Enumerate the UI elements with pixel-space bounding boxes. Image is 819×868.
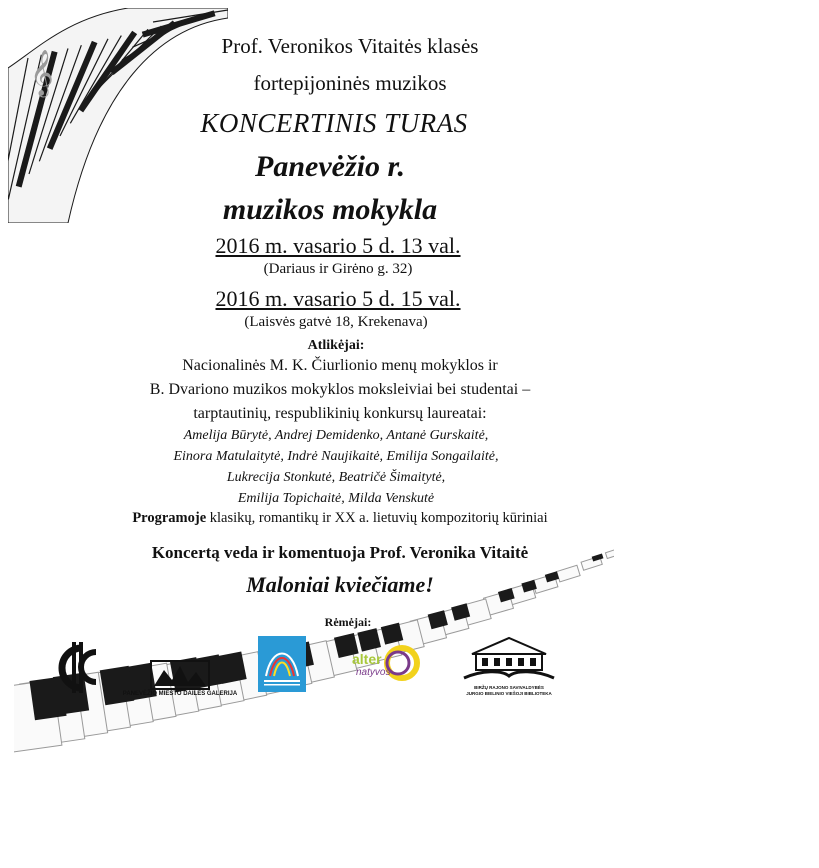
intro-line-2: fortepijoninės muzikos: [253, 71, 447, 95]
music-school-logo: [258, 636, 306, 692]
concert-address-2: (Laisvės gatvė 18, Krekenava): [244, 314, 428, 330]
performers-line-3: tarptautinių, respublikinių konkursų laureatai:: [193, 405, 487, 422]
venue-line-1: Panevėžio r.: [255, 150, 405, 183]
ciurlionis-school-logo: [52, 640, 107, 695]
performers-line-1: Nacionalinės M. K. Čiurlionio menų mokyklos ir: [182, 357, 498, 374]
sponsors-heading: Rėmėjai:: [324, 615, 372, 629]
library-logo: [462, 634, 556, 696]
performer-names-line: Lukrecija Stonkutė, Beatričė Šimaitytė,: [226, 470, 446, 485]
host-line: Koncertą veda ir komentuoja Prof. Veronika Vitaitė: [151, 543, 529, 562]
event-title: KONCERTINIS TURAS: [200, 108, 468, 138]
performers-heading: Atlikėjai:: [307, 338, 365, 353]
performer-names-line: Amelija Būrytė, Andrej Demidenko, Antanė Gurskaitė,: [183, 428, 489, 443]
library-caption-line-2: JURGIO BIELINIO VIEŠOJI BIBLIOTEKA: [466, 691, 552, 696]
concert-date-2: 2016 m. vasario 5 d. 15 val.: [215, 286, 461, 311]
library-building-icon: [462, 634, 556, 680]
alter-text: alter: [352, 651, 382, 667]
gallery-caption: PANEVĖŽIO MIESTO DAILĖS GALERIJA: [122, 691, 238, 697]
performer-names-line: Emilija Topichaitė, Milda Venskutė: [237, 491, 435, 506]
welcome-line: Maloniai kviečiame!: [246, 572, 434, 597]
treble-clef-icon: 𝄞: [30, 50, 54, 95]
venue-line-2: muzikos mokykla: [222, 193, 438, 226]
program-line: [0, 510, 660, 527]
performer-names-line: Einora Matulaitytė, Indrė Naujikaitė, Emilija Songailaitė,: [173, 449, 499, 464]
concert-address-1: (Dariaus ir Girėno g. 32): [263, 261, 413, 277]
intro-line-1: Prof. Veronikos Vitaitės klasės: [221, 34, 479, 58]
alter-sub-text: natyvos: [356, 667, 391, 678]
gallery-logo: [115, 660, 245, 705]
alter-natyvos-logo: [350, 645, 420, 685]
library-caption-line-1: BIRŽŲ RAJONO SAVIVALDYBĖS: [474, 685, 544, 690]
concert-date-1: 2016 m. vasario 5 d. 13 val.: [215, 233, 461, 258]
program-label: Programoje: [132, 510, 207, 526]
gallery-emblem-icon: [150, 660, 210, 690]
performers-line-2: B. Dvariono muzikos mokyklos moksleiviai bei studentai –: [149, 381, 531, 398]
program-text: klasikų, romantikų ir XX a. lietuvių kompozitorių kūriniai: [206, 510, 548, 526]
